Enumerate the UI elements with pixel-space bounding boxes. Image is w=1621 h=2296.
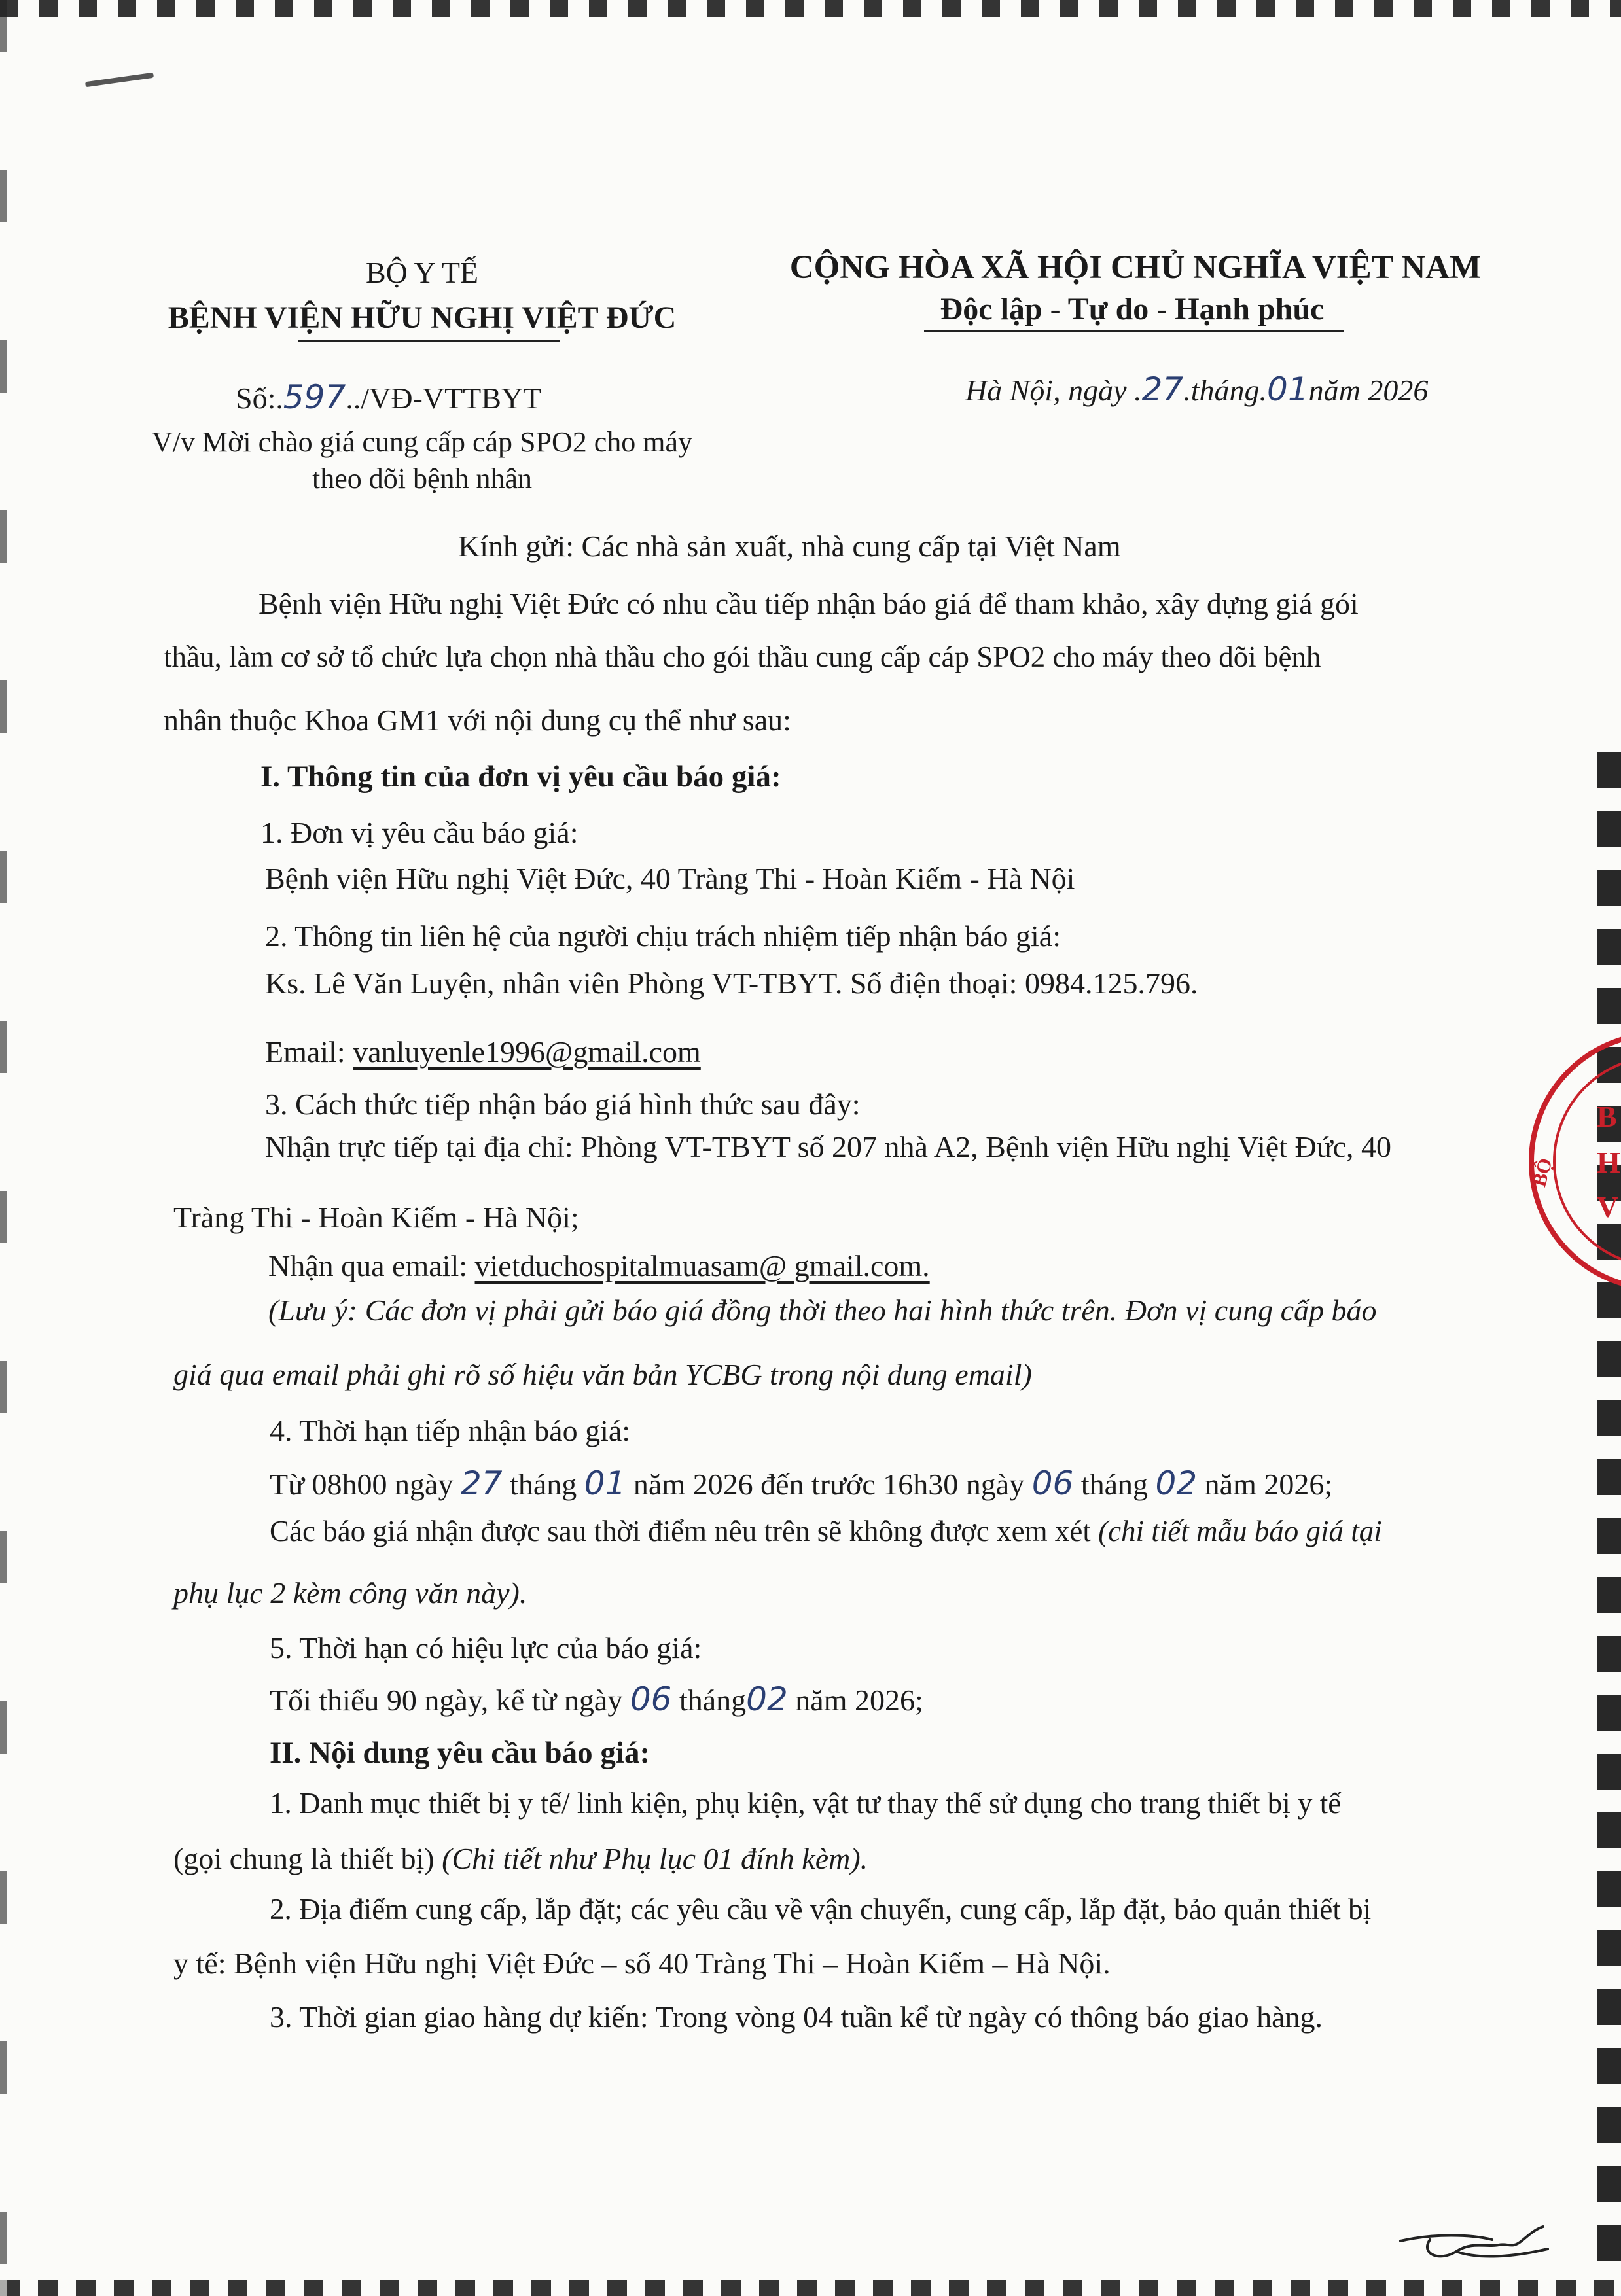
s1-item3-label: 3. Cách thức tiếp nhận báo giá hình thức sau đây: [265,1087,861,1121]
s1-item3-email-line [268,1251,930,1281]
s1-item2-label: 2. Thông tin liên hệ của người chịu trách nhiệm tiếp nhận báo giá: [265,919,1061,953]
document-number [236,378,541,416]
hospital-underline [298,340,560,342]
date-line [965,370,1428,408]
s1-item4-note-c: phụ lục 2 kèm công văn này). [173,1576,527,1610]
s1-item1-value: Bệnh viện Hữu nghị Việt Đức, 40 Tràng Thi - Hoàn Kiếm - Hà Nội [265,862,1075,895]
date-mid: .tháng. [1183,374,1268,407]
s1-item3-direct-1: Nhận trực tiếp tại địa chỉ: Phòng VT-TBYT số 207 nhà A2, Bệnh viện Hữu nghị Việt Đức, 40 [265,1130,1392,1163]
s1-email-line [265,1037,701,1067]
date-suffix: năm 2026 [1308,374,1429,407]
section-1-heading: I. Thông tin của đơn vị yêu cầu báo giá: [260,760,781,794]
validity-text-c: năm 2026; [787,1684,923,1717]
s2-item1-c: (Chi tiết như Phụ lục 01 đính kèm). [442,1842,868,1875]
stamp-letter-1: B [1597,1100,1617,1133]
nation-title: CỘNG HÒA XÃ HỘI CHỦ NGHĨA VIỆT NAM [789,249,1482,286]
validity-text-b: tháng [671,1684,747,1717]
date-day-handwritten: 27 [1141,370,1184,408]
s1-item4-note-line [270,1517,1382,1546]
period-text-c: năm 2026 đến trước 16h30 ngày [626,1468,1032,1501]
scan-border-right [1597,752,1621,2277]
contact-email-link[interactable]: vanluyenle1996@gmail.com [353,1035,701,1069]
s1-item1-label: 1. Đơn vị yêu cầu báo giá: [260,816,579,849]
s1-item4-label: 4. Thời hạn tiếp nhận báo giá: [270,1414,631,1447]
stamp-ring-text: BỘ [1528,1156,1557,1190]
stamp-letter-3: V [1597,1190,1619,1224]
ministry-name: BỘ Y TẾ [365,256,479,289]
number-prefix: Số:. [236,381,283,415]
recipient: Kính gửi: Các nhà sản xuất, nhà cung cấp tại Việt Nam [458,529,1121,563]
intro-line-2: thầu, làm cơ sở tổ chức lựa chọn nhà thầu cho gói thầu cung cấp cáp SPO2 cho máy theo dõi bệnh [164,641,1321,673]
period-text-d: tháng [1073,1468,1156,1501]
s1-item5-value [270,1680,923,1718]
period-text-e: năm 2026; [1197,1468,1333,1501]
validity-day: 06 [630,1680,672,1718]
s1-item4-period [270,1464,1333,1502]
scan-border-top [0,0,1621,17]
hospital-name: BỆNH VIỆN HỮU NGHỊ VIỆT ĐỨC [168,300,677,335]
subject-line-2: theo dõi bệnh nhân [312,463,533,495]
s1-note-1: (Lưu ý: Các đơn vị phải gửi báo giá đồng thời theo hai hình thức trên. Đơn vị cung cấp báo [268,1294,1377,1327]
scan-border-left [0,0,7,2296]
signature-initials [1394,2221,1564,2274]
period-day-1: 27 [460,1464,503,1502]
staple-mark [85,73,154,88]
number-suffix: ../VĐ-VTTBYT [346,381,542,415]
validity-month: 02 [746,1680,788,1718]
receive-email-link[interactable]: vietduchospitalmuasam@ gmail.com. [474,1249,930,1282]
motto-underline [924,330,1344,332]
intro-line-3: nhân thuộc Khoa GM1 với nội dung cụ thể như sau: [164,703,791,737]
section-2-heading: II. Nội dung yêu cầu báo giá: [270,1736,650,1770]
s2-item1-a: 1. Danh mục thiết bị y tế/ linh kiện, phụ kiện, vật tư thay thế sử dụng cho trang thiết bị y tế [270,1787,1342,1820]
s1-note-2: giá qua email phải ghi rõ số hiệu văn bản YCBG trong nội dung email) [173,1358,1032,1391]
period-month-2: 02 [1155,1464,1198,1502]
period-month-1: 01 [584,1464,626,1502]
subject-line-1: V/v Mời chào giá cung cấp cáp SPO2 cho máy [151,426,693,458]
stamp-letter-2: H [1597,1146,1620,1179]
date-prefix: Hà Nội, ngày . [965,374,1142,407]
s2-item1-line2 [173,1844,868,1874]
item4-note-b: (chi tiết mẫu báo giá tại [1098,1515,1382,1547]
official-stamp [1525,1027,1621,1296]
s2-item1-b: (gọi chung là thiết bị) [173,1842,442,1875]
s1-item5-label: 5. Thời hạn có hiệu lực của báo giá: [270,1631,702,1665]
validity-text-a: Tối thiểu 90 ngày, kể từ ngày [270,1684,630,1717]
s1-item2-value: Ks. Lê Văn Luyện, nhân viên Phòng VT-TBYT. Số điện thoại: 0984.125.796. [265,966,1198,1000]
email-label: Email: [265,1035,353,1069]
s2-item2-a: 2. Địa điểm cung cấp, lắp đặt; các yêu cầu về vận chuyển, cung cấp, lắp đặt, bảo quản thiết bị [270,1893,1372,1926]
s2-item2-b: y tế: Bệnh viện Hữu nghị Việt Đức – số 40 Tràng Thi – Hoàn Kiếm – Hà Nội. [173,1947,1111,1980]
motto: Độc lập - Tự do - Hạnh phúc [940,292,1325,327]
s2-item3: 3. Thời gian giao hàng dự kiến: Trong vòng 04 tuần kể từ ngày có thông báo giao hàng. [270,2000,1323,2034]
date-month-handwritten: 01 [1267,370,1309,408]
item4-note-a: Các báo giá nhận được sau thời điểm nêu trên sẽ không được xem xét [270,1515,1099,1547]
period-text-b: tháng [502,1468,584,1501]
s1-item3-direct-2: Tràng Thi - Hoàn Kiếm - Hà Nội; [173,1201,579,1234]
number-handwritten: 597 [283,378,346,416]
intro-line-1: Bệnh viện Hữu nghị Việt Đức có nhu cầu tiếp nhận báo giá để tham khảo, xây dựng giá gói [258,587,1359,620]
period-day-2: 06 [1031,1464,1074,1502]
period-text-a: Từ 08h00 ngày [270,1468,461,1501]
scan-border-bottom [0,2280,1621,2296]
receive-email-label: Nhận qua email: [268,1249,475,1282]
